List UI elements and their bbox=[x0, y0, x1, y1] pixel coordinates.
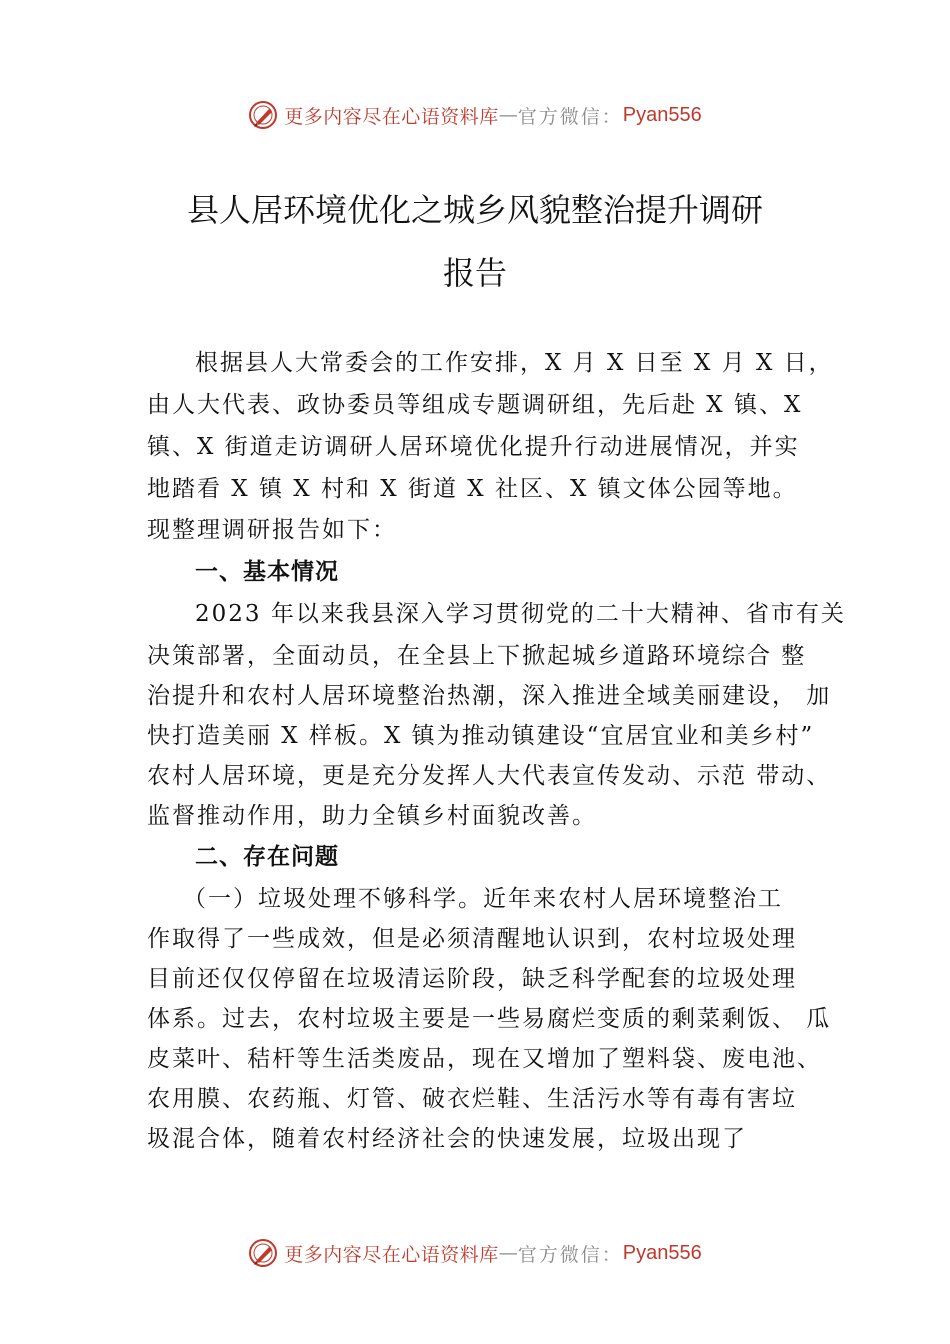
watermark-wechat-label: 官方微信： bbox=[517, 105, 623, 128]
document-title-line-2: 报告 bbox=[442, 254, 507, 292]
watermark-main-text: 更多内容尽在心语资料库 bbox=[284, 105, 499, 128]
watermark-separator: — bbox=[498, 104, 518, 126]
watermark-main-text: 更多内容尽在心语资料库 bbox=[284, 1243, 499, 1266]
document-title-line-1: 县人居环境优化之城乡风貌整治提升调研 bbox=[186, 191, 763, 229]
paragraph-line: 镇、X 街道走访调研人居环境优化提升行动进展情况，并实 bbox=[147, 434, 800, 460]
paragraph-line: 目前还仅仅停留在垃圾清运阶段，缺乏科学配套的垃圾处理 bbox=[147, 966, 797, 992]
paragraph-line: 地踏看 X 镇 X 村和 X 街道 X 社区、X 镇文体公园等地。 bbox=[147, 476, 798, 502]
paragraph-line: 监督推动作用，助力全镇乡村面貌改善。 bbox=[147, 803, 597, 829]
paragraph-line: 2023 年以来我县深入学习贯彻党的二十大精神、省市有关 bbox=[195, 601, 846, 627]
pen-logo-icon bbox=[248, 1238, 278, 1268]
paragraph-line: 农用膜、农药瓶、灯管、破衣烂鞋、生活污水等有毒有害垃 bbox=[147, 1086, 797, 1112]
paragraph-line: 圾混合体，随着农村经济社会的快速发展，垃圾出现了 bbox=[147, 1126, 747, 1152]
paragraph-line: 作取得了一些成效，但是必须清醒地认识到，农村垃圾处理 bbox=[147, 926, 797, 952]
watermark-wechat-label: 官方微信： bbox=[517, 1243, 623, 1266]
watermark-banner-top bbox=[0, 95, 950, 135]
pen-logo-icon bbox=[248, 100, 278, 130]
watermark-wechat-id: Pyan556 bbox=[622, 103, 702, 126]
paragraph-line: 决策部署，全面动员，在全县上下掀起城乡道路环境综合 整 bbox=[147, 643, 807, 669]
paragraph-line: 根据县人大常委会的工作安排，X 月 X 日至 X 月 X 日， bbox=[195, 350, 834, 376]
section-heading-basic-situation: 一、基本情况 bbox=[195, 559, 339, 585]
watermark-wechat-id: Pyan556 bbox=[622, 1241, 702, 1264]
paragraph-line: 由人大代表、政协委员等组成专题调研组，先后赴 X 镇、X bbox=[147, 392, 803, 418]
paragraph-line: 农村人居环境，更是充分发挥人大代表宣传发动、示范 带动、 bbox=[147, 763, 832, 789]
watermark-separator: — bbox=[498, 1242, 518, 1264]
paragraph-line: 体系。过去，农村垃圾主要是一些易腐烂变质的剩菜剩饭、 瓜 bbox=[147, 1006, 832, 1032]
paragraph-line: 治提升和农村人居环境整治热潮，深入推进全域美丽建设， 加 bbox=[147, 683, 832, 709]
paragraph-line: 皮菜叶、秸杆等生活类废品，现在又增加了塑料袋、废电池、 bbox=[147, 1046, 822, 1072]
paragraph-line: 快打造美丽 X 样板。X 镇为推动镇建设“宜居宜业和美乡村” bbox=[147, 723, 815, 749]
paragraph-line: 现整理调研报告如下： bbox=[147, 517, 397, 543]
section-heading-problems: 二、存在问题 bbox=[195, 844, 339, 870]
paragraph-line: （一）垃圾处理不够科学。近年来农村人居环境整治工 bbox=[183, 886, 783, 912]
watermark-banner-bottom bbox=[0, 1233, 950, 1273]
